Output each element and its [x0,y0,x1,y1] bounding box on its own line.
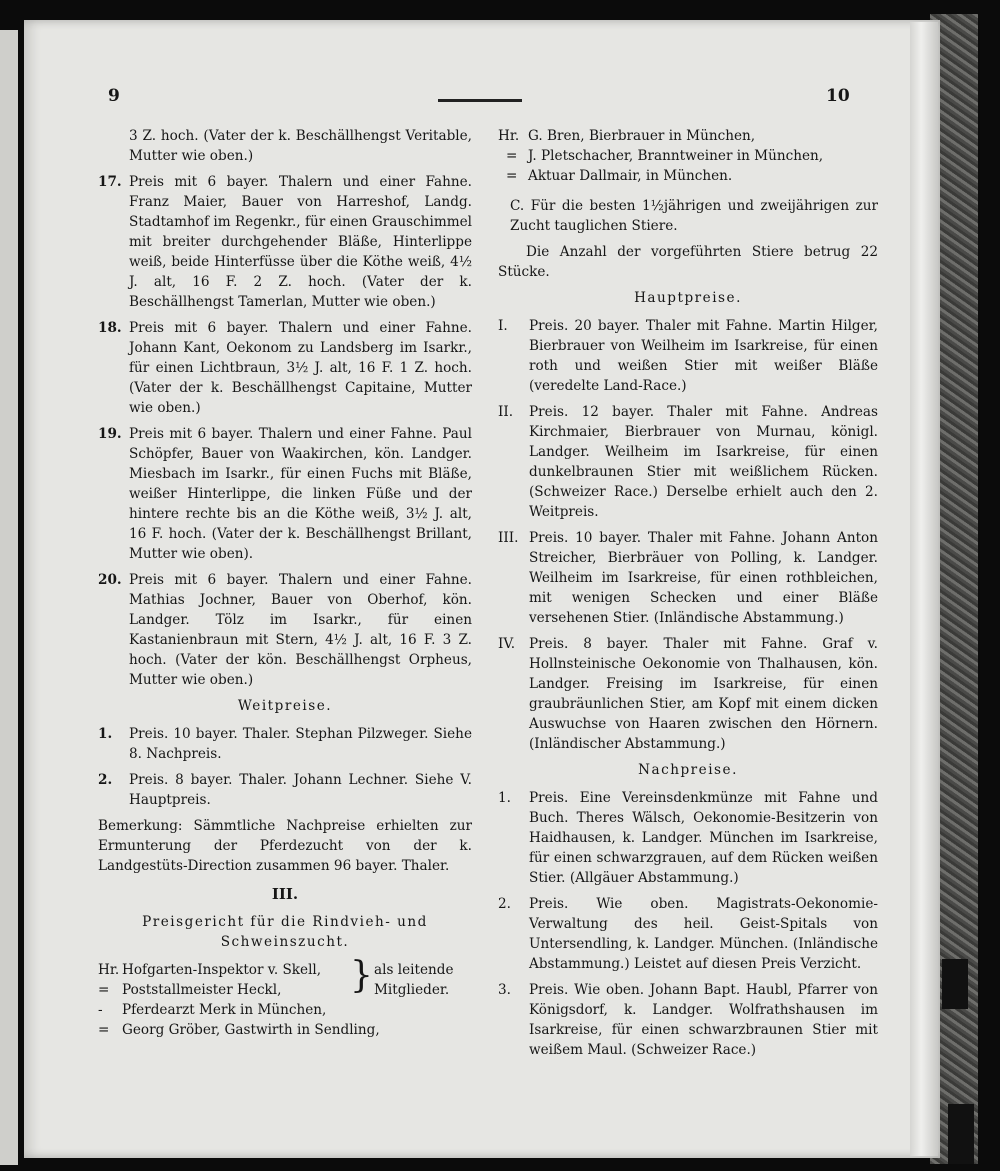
member-text: G. Bren, Bierbrauer in München, [528,128,756,144]
hauptpreise-heading: Hauptpreise. [634,290,742,306]
nachpreis-entry-1 [498,788,878,888]
entry-text: Preis. Wie oben. Magistrats-Oekonomie-Verwaltung des heil. Geist-Spitals von Untersendling, k. Landger. München. (Inländische Abstammung.) Leistet auf diesen Preis Verzicht. [529,896,878,972]
member-text: Pferdearzt Merk in München, [122,1002,327,1018]
member-prefix: Hr. [498,128,520,144]
bemerkung-note: Bemerkung: Sämmtliche Nachpreise erhielten zur Ermunterung der Pferdezucht von der k. Landgestüts-Direction zusammen 96 bayer. Thaler. [98,818,472,874]
left-column [98,126,472,1040]
entry-number: 1. [98,726,113,742]
folio-left: 9 [108,86,120,106]
jury-member [498,126,878,146]
hauptpreis-entry-1 [498,316,878,396]
jury-member [498,146,878,166]
entry-number: 2. [498,896,511,912]
member-text: Poststallmeister Heckl, [122,982,282,998]
entry-number: 1. [498,790,511,806]
curly-brace: } [350,955,373,996]
prize-entry-17 [98,172,472,312]
folio-right: 10 [826,86,850,106]
member-prefix: - [98,1002,103,1018]
entry-number: 18. [98,320,122,336]
entry-text: Preis mit 6 bayer. Thalern und einer Fahne. Mathias Jochner, Bauer von Oberhof, kön. Landger. Tölz im Isarkr., für einen Kastanienbraun mit Stern, 4½ J. alt, 16 F. 3 Z. hoch. (Vater der kön. Beschällhengst Orpheus, Mutter wie oben.) [129,572,472,688]
member-prefix: = [506,148,518,164]
weitpreis-entry-2 [98,770,472,810]
hauptpreis-entry-4 [498,634,878,754]
brace-label: als leitende Mitglieder. [374,962,454,998]
entry-text: Preis mit 6 bayer. Thalern und einer Fahne. Paul Schöpfer, Bauer von Waakirchen, kön. Landger. Miesbach im Isarkr., für einen Fuchs mit Bläße, weißer Hinterlippe, die linken Füße und der hintere rechte bis an die Köthe weiß, 3½ J. alt, 16 F. hoch. (Vater der k. Beschällhengst Brillant, Mutter wie oben). [129,426,472,562]
entry-number: I. [498,318,508,334]
entry-number: 3. [498,982,511,998]
cover-tab-upper [942,959,968,1009]
entry-text: Preis. 8 bayer. Thaler mit Fahne. Graf v. Hollnsteinische Oekonomie von Thalhausen, kön. Landger. Freising im Isarkreise, für einen graubräunlichen Stier, am Kopf mit einem dicken Auswuchse von Haaren zwischen den Hörnern. (Inländischer Abstammung.) [529,636,878,752]
category-c-count: Die Anzahl der vorgeführten Stiere betrug 22 Stücke. [498,244,878,280]
entry-text: 3 Z. hoch. (Vater der k. Beschällhengst Veritable, Mutter wie oben.) [129,128,472,164]
entry-text: Preis. 8 bayer. Thaler. Johann Lechner. Siehe V. Hauptpreis. [129,772,472,808]
section-number: III. [271,885,299,903]
member-prefix: = [506,168,518,184]
entry-number: 2. [98,772,113,788]
entry-number: III. [498,530,519,546]
entry-number: 20. [98,572,122,588]
adjacent-page-edge [0,30,18,1165]
member-text: Hofgarten-Inspektor v. Skell, [122,962,322,978]
weitpreise-heading: Weitpreise. [237,698,333,714]
member-prefix: Hr. [98,962,120,978]
nachpreis-entry-3 [498,980,878,1060]
entry-text: Preis. 10 bayer. Thaler mit Fahne. Johann Anton Streicher, Bierbräuer von Polling, k. Landger. Weilheim im Isarkreise, für einen rothbleichen, mit wenigen Schecken und einer Bläße versehenen Stier. (Inländische Abstammung.) [529,530,878,626]
jury-members-list [98,955,472,1040]
jury-member [98,1020,472,1040]
section-heading: Preisgericht für die Rindvieh- und Schweinszucht. [142,914,428,950]
entry-number: II. [498,404,514,420]
entry-text: Preis. 10 bayer. Thaler. Stephan Pilzweger. Siehe 8. Nachpreis. [129,726,472,762]
category-c-heading: C. Für die besten 1½jährigen und zweijährigen zur Zucht tauglichen Stiere. [510,198,878,234]
entry-number: 17. [98,174,122,190]
entry-text: Preis. Wie oben. Johann Bapt. Haubl, Pfarrer von Königsdorf, k. Landger. Wolfrathshausen im Isarkreise, für einen schwarzbraunen Stier mit weißem Maul. (Schweizer Race.) [529,982,878,1058]
entry-text: Preis. 20 bayer. Thaler mit Fahne. Martin Hilger, Bierbrauer von Weilheim im Isarkreise, für einen roth und weißen Stier mit weißer Bläße (veredelte Land-Race.) [529,318,878,394]
page-edge-shadow [910,22,938,1156]
entry-text: Preis mit 6 bayer. Thalern und einer Fahne. Franz Maier, Bauer von Harreshof, Landg. Stadtamhof im Regenkr., für einen Grauschimmel mit breiter durchgehender Bläße, Hinterlippe weiß, beide Hinterfüsse über die Köthe weiß, 4½ J. alt, 16 F. 2 Z. hoch. (Vater der k. Beschällhengst Tamerlan, Mutter wie oben.) [129,174,472,310]
member-text: Aktuar Dallmair, in München. [528,168,733,184]
entry-text: Preis. Eine Vereinsdenkmünze mit Fahne und Buch. Theres Wälsch, Oekonomie-Besitzerin von Haidhausen, k. Landger. München im Isarkreise, für einen schwarzgrauen, auf dem Rücken weißen Stier. (Allgäuer Abstammung.) [529,790,878,886]
hauptpreis-entry-2 [498,402,878,522]
entry-text: Preis mit 6 bayer. Thalern und einer Fahne. Johann Kant, Oekonom zu Landsberg im Isarkr., für einen Lichtbraun, 3½ J. alt, 16 F. 1 Z. hoch. (Vater der k. Beschällhengst Capitaine, Mutter wie oben.) [129,320,472,416]
member-text: Georg Gröber, Gastwirth in Sendling, [122,1022,380,1038]
right-column [498,126,878,1066]
hauptpreis-entry-3 [498,528,878,628]
cover-tab-lower [948,1104,974,1164]
member-text: J. Pletschacher, Branntweiner in München, [528,148,824,164]
jury-member [498,166,878,186]
member-prefix: = [98,1022,110,1038]
member-prefix: = [98,982,110,998]
prize-entry-18 [98,318,472,418]
entry-text: Preis. 12 bayer. Thaler mit Fahne. Andreas Kirchmaier, Bierbrauer von Murnau, königl. Landger. Weilheim im Isarkreise, für einen dunkelbraunen Stier mit weißlichem Rücken. (Schweizer Race.) Derselbe erhielt auch den 2. Weitpreis. [529,404,878,520]
header-rule [438,99,522,102]
jury-member [98,1000,472,1020]
entry-number: IV. [498,636,516,652]
prize-entry-20 [98,570,472,690]
nachpreis-entry-2 [498,894,878,974]
prize-entry-19 [98,424,472,564]
continuation-entry [98,126,472,166]
weitpreis-entry-1 [98,724,472,764]
nachpreise-heading: Nachpreise. [638,762,738,778]
entry-number: 19. [98,426,122,442]
